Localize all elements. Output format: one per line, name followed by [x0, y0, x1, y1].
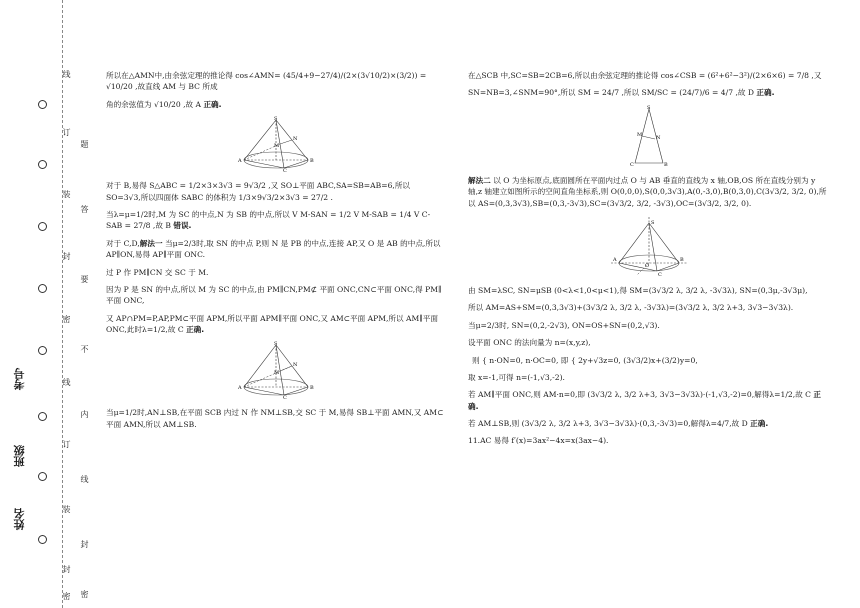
paragraph [468, 175, 830, 209]
binding-hole-icon [38, 100, 47, 109]
paragraph-text: 若 AM∥平面 ONC,则 AM·n=0,即 (3√3/2 λ, 3/2 λ+3, 3√3−3√3λ)·(-1,√3,-2)=0,解得λ=1/2,故 C [468, 390, 811, 400]
paragraph [468, 418, 830, 429]
edge-sa [244, 120, 276, 160]
label-c: C [630, 161, 634, 167]
label-m: M [274, 370, 280, 377]
label-a: A [613, 256, 617, 263]
margin-word: 答 [80, 205, 89, 213]
label-a: A [238, 385, 242, 392]
name-label: 姓名 [13, 508, 26, 530]
segment-mn [642, 136, 655, 139]
paragraph-text: 角的余弦值为 √10/20 ,故 A [106, 99, 202, 109]
binding-hole-icon [38, 284, 47, 293]
binding-hole-icon [38, 346, 47, 355]
verdict-tag: 错误. [173, 221, 192, 231]
triangle-scb-figure [629, 105, 669, 167]
paragraph-lead: 对于 C,D, [106, 238, 140, 248]
edge-sc [649, 223, 657, 271]
paragraph: 所以 AM=AS+SM=(0,3,3√3)+(3√3/2 λ, 3/2 λ, -3√3λ)=(3√3/2 λ, 3/2 λ+3, 3√3−3√3λ). [468, 303, 794, 313]
label-a: A [238, 158, 242, 165]
binding-hole-icon [38, 472, 47, 481]
binding-mark: 封 [62, 252, 71, 260]
binding-hole-icon [38, 412, 47, 421]
binding-mark: 订 [62, 440, 71, 448]
paragraph: 由 SM=λSC, SN=μSB (0<λ<1,0<μ<1),得 SM=(3√3/2 λ, 3/2 λ, -3√3λ), SN=(0,3μ,-3√3μ), [468, 285, 808, 295]
label-c: C [658, 271, 662, 277]
margin-word: 线 [80, 475, 89, 483]
paragraph: 当μ=1/2时,AN⊥SB,在平面 SCB 内过 N 作 NM⊥SB,交 SC 于 M,易得 SB⊥平面 AMN,又 AM⊂平面 AMN,所以 AM⊥SB. [106, 408, 444, 429]
paragraph: 当μ=2/3时, SN=(0,2,-2√3), ON=OS+SN=(0,2,√3). [468, 320, 660, 330]
label-n: N [293, 136, 298, 143]
binding-hole-icon [38, 222, 47, 231]
binding-mark: 密 [62, 315, 71, 323]
paragraph: 过 P 作 PM∥CN 交 SC 于 M. [106, 267, 209, 277]
pyramid-figure-2 [234, 341, 318, 399]
label-b: B [664, 161, 668, 167]
paragraph-text: 当μ=2/3时,取 SN 的中点 P,则 N 是 PB 的中点,连接 AP,又 O 是 AB 的中点,所以 AP∥ON,易得 AP∥平面 ONC. [106, 238, 441, 260]
edge-ac [244, 160, 284, 168]
binding-mark: 装 [62, 505, 71, 513]
label-b: B [680, 256, 684, 263]
left-column [106, 70, 446, 436]
verdict-tag: 正确. [203, 99, 222, 109]
paragraph [106, 209, 446, 232]
binding-mark: 封 [62, 565, 71, 573]
verdict-tag: 正确. [750, 419, 769, 429]
label-o: O [645, 262, 650, 269]
equation-system: 则 { n·ON=0, n·OC=0, 即 { 2y+√3z=0, (3√3/2)x+(3/2)y=0, [472, 355, 698, 365]
class-label: 班级 [13, 445, 26, 467]
paragraph [106, 238, 446, 261]
segment-mn [280, 140, 292, 144]
paragraph: 设平面 ONC 的法向量为 n=(x,y,z), [468, 338, 591, 348]
pyramid-figure-1 [234, 116, 318, 172]
binding-hole-icon [38, 160, 47, 169]
paragraph: 取 x=-1,可得 n=(-1,√3,-2). [468, 372, 565, 382]
binding-mark: 线 [62, 70, 71, 78]
edge-sa [244, 345, 276, 387]
label-m: M [637, 131, 643, 138]
paragraph [106, 313, 446, 336]
binding-mark: 订 [62, 128, 71, 136]
label-b: B [310, 385, 314, 392]
verdict-tag: 正确. [468, 390, 821, 411]
paragraph-text: 若 AM⊥SB,则 (3√3/2 λ, 3/2 λ+3, 3√3−3√3λ)·(0,3,-3√3)=0,解得λ=4/7,故 D [468, 419, 748, 429]
paragraph-text: 当λ=μ=1/2时,M 为 SC 的中点,N 为 SB 的中点,所以 V M-SAN = 1/2 V M-SAB = 1/4 V C-SAB = 27/8 ,故 B [106, 209, 431, 231]
paragraph: 所以在△AMN中,由余弦定理的推论得 cos∠AMN= (45/4+9−27/4)/(2×(3√10/2)×(3/2)) = √10/20 ,故直线 AM 与 BC 所成 [106, 71, 427, 92]
edge-ac [244, 387, 284, 395]
label-s: S [274, 116, 278, 123]
margin-word: 题 [80, 140, 89, 148]
paragraph [106, 99, 446, 110]
binding-hole-icon [38, 535, 47, 544]
label-c: C [283, 395, 287, 400]
verdict-tag: 正确. [186, 325, 205, 335]
paragraph-text: 以 O 为坐标原点,底面圆所在平面内过点 O 与 AB 垂直的直线为 x 轴,OB,OS 所在直线分别为 y 轴,z 轴建立如图所示的空间直角坐标系,则 O(0,0,0),S(0,0,3√3),A(0,-3,0),B(0,3,0),C(3√3/2, 3/2, 0),所以 AS=(0,3,3√3),SB=(0,3,-3√3),SC=(3√3/2, 3/2, -3√3),OC=(3√3/2, 3/2, 0). [468, 175, 827, 208]
method-label: 解法一 [139, 238, 163, 248]
verdict-tag: 正确. [756, 88, 775, 98]
label-m: M [274, 143, 280, 150]
right-column [468, 70, 830, 453]
edge-sb [649, 223, 679, 263]
label-s: S [647, 104, 651, 111]
margin-word: 要 [80, 275, 89, 283]
margin-word: 封 [80, 540, 89, 548]
margin-word: 内 [80, 410, 89, 418]
edge-sa [619, 223, 649, 263]
binding-mark: 线 [62, 378, 71, 386]
binding-mark: 密 [62, 592, 71, 600]
binding-margin [0, 0, 96, 608]
label-n: N [656, 134, 661, 141]
paragraph-text: 又 AP∩PM=P,AP,PM⊂平面 APM,所以平面 APM∥平面 ONC,又 AM⊂平面 APM,所以 AM∥平面 ONC,此时λ=1/2,故 C [106, 313, 438, 335]
label-c: C [283, 168, 287, 173]
paragraph-text: SN=NB=3,∠SNM=90°,所以 SM = 24/7 ,所以 SM/SC = (24/7)/6 = 4/7 ,故 D [468, 88, 754, 98]
paragraph [468, 389, 830, 412]
label-s: S [651, 219, 655, 226]
margin-word: 不 [80, 345, 89, 353]
exam-number-label: 考号 [13, 368, 26, 390]
paragraph: 在△SCB 中,SC=SB=2CB=6,所以由余弦定理的推论得 cos∠CSB = (6²+6²−3²)/(2×6×6) = 7/8 ,又 [468, 71, 822, 80]
paragraph: 对于 B,易得 S△ABC = 1/2×3×3√3 = 9√3/2 ,又 SO⊥平面 ABC,SA=SB=AB=6,所以 SO=3√3,所以四面体 SABC 的体积为 1/3×9√3/2×3√3 = 27/2 . [106, 181, 411, 202]
label-b: B [310, 158, 314, 165]
paragraph: 11.AC 易得 f′(x)=3ax²−4x=x(3ax−4). [468, 436, 609, 446]
coordinate-pyramid-figure [607, 215, 691, 277]
paragraph [468, 87, 830, 98]
label-s: S [274, 341, 278, 348]
edge-ac [619, 263, 657, 271]
label-n: N [293, 362, 298, 369]
margin-word: 密 [80, 590, 89, 598]
method-label: 解法二 [468, 175, 491, 185]
binding-mark: 装 [62, 190, 71, 198]
segment-nm [280, 366, 292, 371]
paragraph: 因为 P 是 SN 的中点,所以 M 为 SC 的中点,由 PM∥CN,PM⊄ 平面 ONC,CN⊂平面 ONC,得 PM∥平面 ONC, [106, 284, 442, 306]
binding-dashed-line [62, 0, 63, 608]
